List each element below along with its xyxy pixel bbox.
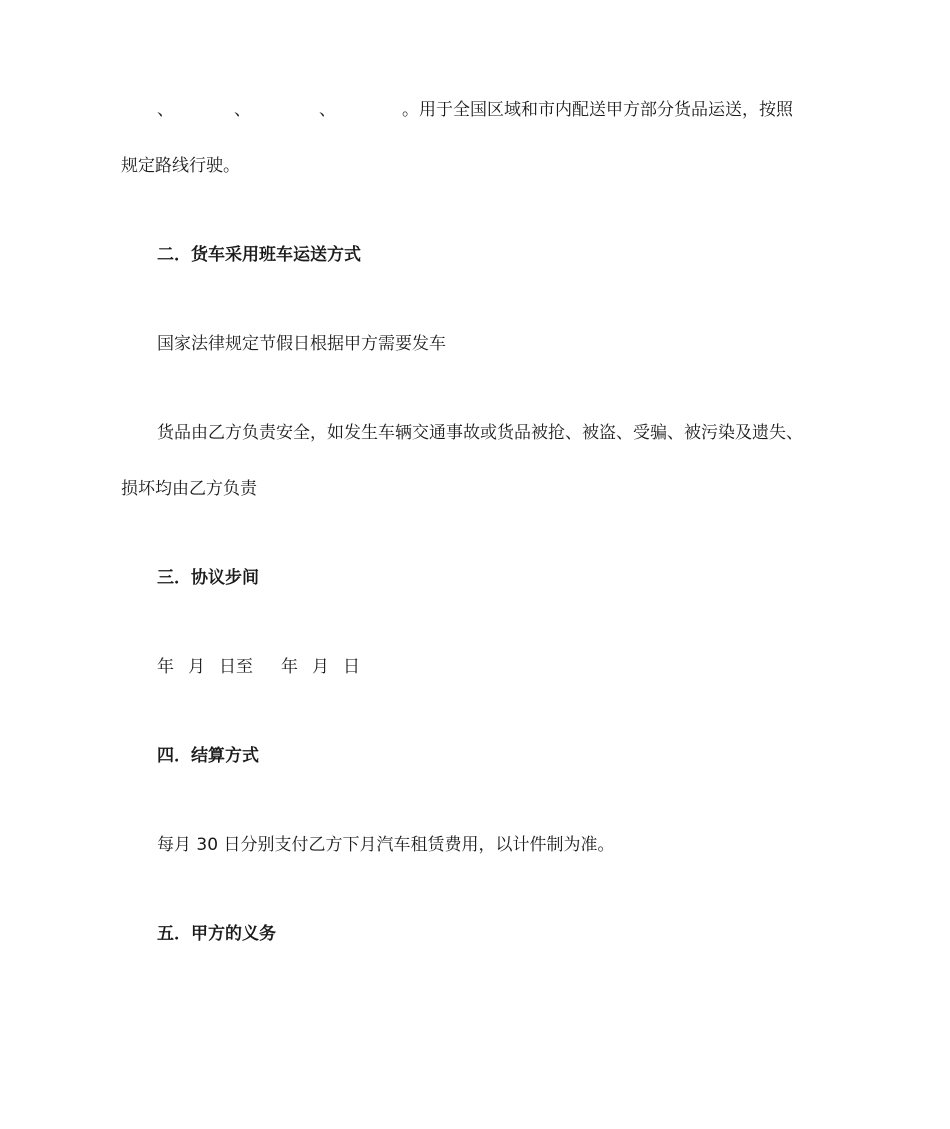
separator-3: 、 bbox=[319, 100, 336, 120]
day-label-start: 日至 bbox=[219, 657, 253, 677]
route-rule-line: 规定路线行驶。 bbox=[121, 156, 240, 176]
usage-description: 。用于全国区域和市内配送甲方部分货品运送，按照 bbox=[402, 100, 793, 120]
year-label-start: 年 bbox=[157, 657, 174, 677]
vehicle-list-line bbox=[157, 98, 793, 122]
section-two-heading: 二．货车采用班车运送方式 bbox=[157, 245, 361, 265]
separator-1: 、 bbox=[157, 100, 174, 120]
holiday-dispatch-paragraph: 国家法律规定节假日根据甲方需要发车 bbox=[157, 334, 446, 354]
month-label-end: 月 bbox=[312, 657, 329, 677]
section-three-heading: 三．协议步间 bbox=[157, 568, 259, 588]
section-four-heading: 四．结算方式 bbox=[157, 746, 259, 766]
separator-2: 、 bbox=[234, 100, 251, 120]
liability-paragraph-line-1: 货品由乙方负责安全，如发生车辆交通事故或货品被抢、被盗、受骗、被污染及遗失、 bbox=[157, 423, 803, 443]
month-label-start: 月 bbox=[188, 657, 205, 677]
agreement-period-line bbox=[157, 655, 360, 679]
day-label-end: 日 bbox=[343, 657, 360, 677]
year-label-end: 年 bbox=[281, 657, 298, 677]
section-five-heading: 五．甲方的义务 bbox=[157, 924, 276, 944]
liability-paragraph-line-2: 损坏均由乙方负责 bbox=[121, 479, 257, 499]
settlement-paragraph: 每月 30 日分别支付乙方下月汽车租赁费用，以计件制为准。 bbox=[157, 835, 615, 855]
